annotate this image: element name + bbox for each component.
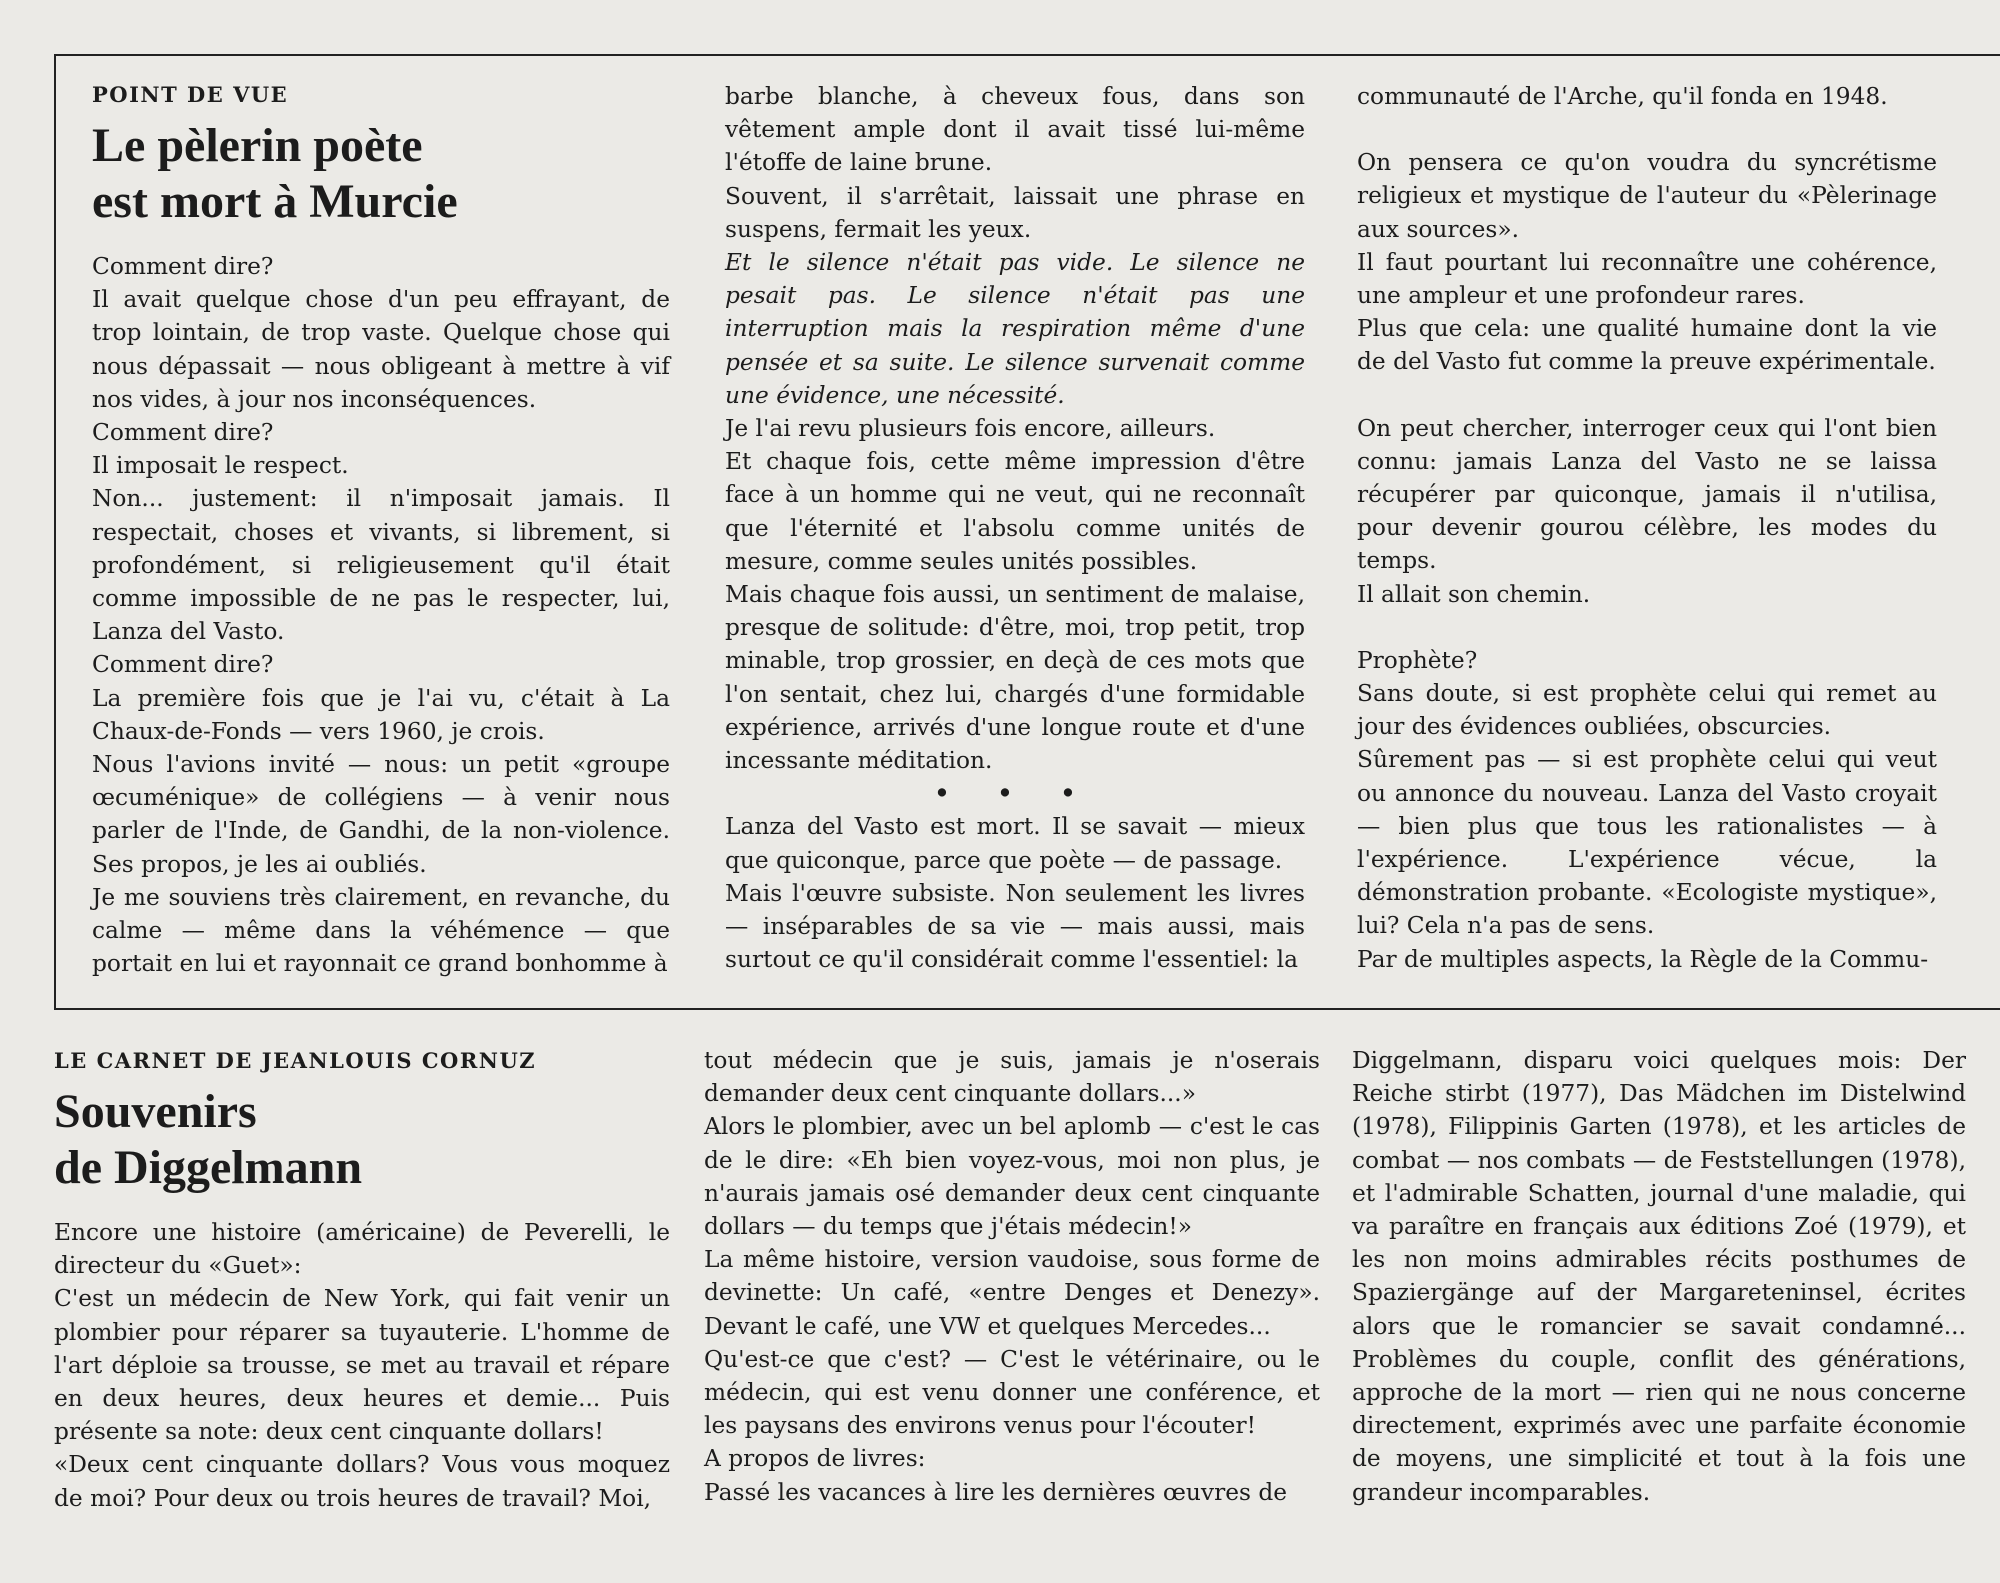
paragraph: Je me souviens très clairement, en revanche, du calme — même dans la véhémence — que portait en lui et rayonnait ce grand bonhomme à [92,883,670,978]
paragraph: Sûrement pas — si est prophète celui qui veut ou annonce du nouveau. Lanza del Vasto croyait — bien plus que tous les rationalistes — à l'expérience. L'expérience vécue, la démonstration probante. «Ecologiste mystique», lui? Cela n'a pas de sens. [1357,746,1937,940]
article2-kicker: LE CARNET DE JEANLOUIS CORNUZ [54,1048,537,1073]
paragraph: Encore une histoire (américaine) de Peverelli, le directeur du «Guet»: [54,1219,670,1280]
paragraph: Souvent, il s'arrêtait, laissait une phrase en suspens, fermait les yeux. [725,182,1305,243]
paragraph: Sans doute, si est prophète celui qui remet au jour des évidences oubliées, obscurcies. [1357,680,1937,741]
paragraph: tout médecin que je suis, jamais je n'oserais demander deux cent cinquante dollars...» [704,1047,1320,1108]
article1-column-3 [1357,80,1937,976]
paragraph: Qu'est-ce que c'est? — C'est le vétérinaire, ou le médecin, qui est venu donner une conférence, et les paysans des environs venus pour l'écouter! [704,1345,1320,1440]
paragraph: C'est un médecin de New York, qui fait venir un plombier pour réparer sa tuyauterie. L'homme de l'art déploie sa trousse, se met au travail et répare en deux heures, deux heures et demie... Puis présente sa note: deux cent cinquante dollars! [54,1285,670,1446]
paragraph: barbe blanche, à cheveux fous, dans son vêtement ample dont il avait tissé lui-même l'étoffe de laine brune. [725,83,1305,177]
paragraph: Lanza del Vasto est mort. Il se savait — mieux que quiconque, parce que poète — de passage. [725,813,1305,874]
article1-headline-line1: Le pèlerin poète [92,119,423,172]
paragraph: Il faut pourtant lui reconnaître une cohérence, une ampleur et une profondeur rares. [1357,248,1937,310]
paragraph: Mais l'œuvre subsiste. Non seulement les livres — inséparables de sa vie — mais aussi, mais surtout ce qu'il considérait comme l'essentiel: la [725,879,1305,974]
paragraph: Prophète? [1357,646,1478,674]
article2-headline [54,1084,670,1196]
paragraph-italic: Et le silence n'était pas vide. Le silence ne pesait pas. Le silence n'était pas une interruption mais la respiration même d'une pensée et sa suite. Le silence survenait comme une évidence, une nécessité. [725,249,1305,409]
article2-column-1 [54,1046,670,1515]
paragraph: Passé les vacances à lire les dernières œuvres de [704,1478,1288,1506]
paragraph: Il allait son chemin. [1357,580,1591,608]
paragraph: Plus que cela: une qualité humaine dont la vie de del Vasto fut comme la preuve expérimentale. [1357,315,1937,376]
paragraph: Comment dire? [92,419,274,447]
paragraph: La première fois que je l'ai vu, c'était à La Chaux-de-Fonds — vers 1960, je crois. [92,684,670,745]
paragraph: Nous l'avions invité — nous: un petit «groupe œcuménique» de collégiens — à venir nous parler de l'Inde, de Gandhi, de la non-violence. Ses propos, je les ai oubliés. [92,751,670,878]
article1-column-2 [725,80,1305,976]
paragraph: Comment dire? [92,651,274,679]
paragraph: A propos de livres: [704,1445,926,1473]
article2-headline-line2: de Diggelmann [54,1141,363,1194]
paragraph: On pensera ce qu'on voudra du syncrétisme religieux et mystique de l'auteur du «Pèlerinage aux sources». [1357,149,1937,243]
article1-headline [92,118,670,230]
paragraph: Je l'ai revu plusieurs fois encore, ailleurs. [725,415,1216,443]
paragraph: Comment dire? [92,253,274,280]
article2-headline-line1: Souvenirs [54,1085,257,1138]
paragraph: Il imposait le respect. [92,452,349,480]
paragraph: Mais chaque fois aussi, un sentiment de malaise, presque de solitude: d'être, moi, trop petit, trop minable, trop grossier, en deçà de ces mots que l'on sentait, chez lui, chargés d'une formidable expérience, arrivés d'une longue route et d'une incessante méditation. [725,581,1305,775]
paragraph: «Deux cent cinquante dollars? Vous vous moquez de moi? Pour deux ou trois heures de travail? Moi, [54,1451,670,1512]
article1-kicker: POINT DE VUE [92,82,289,107]
article1-headline-line2: est mort à Murcie [92,175,458,228]
paragraph: Diggelmann, disparu voici quelques mois: Der Reiche stirbt (1977), Das Mädchen im Distelwind (1978), Filippinis Garten (1978), et les articles de combat — nos combats — de Feststellungen (1978), et l'admirable Schatten, journal d'une maladie, qui va paraître en français aux éditions Zoé (1979), et les non moins admirables récits posthumes de Spaziergänge auf der Margareteninsel, écrites alors que le romancier se savait condamné... Problèmes du couple, conflit des générations, approche de la mort — rien qui ne nous concerne directement, exprimés avec une parfaite économie de moyens, une simplicité et tout à la fois une grandeur incomparables. [1352,1047,1966,1506]
paragraph: Non... justement: il n'imposait jamais. Il respectait, choses et vivants, si librement, si profondément, si religieusement qu'il était comme impossible de ne pas le respecter, lui, Lanza del Vasto. [92,485,670,646]
paragraph: Et chaque fois, cette même impression d'être face à un homme qui ne veut, qui ne reconnaît que l'éternité et l'absolu comme unités de mesure, comme seules unités possibles. [725,448,1305,575]
paragraph: Alors le plombier, avec un bel aplomb — c'est le cas de le dire: «Eh bien voyez-vous, moi non plus, je n'aurais jamais osé demander deux cent cinquante dollars — du temps que j'étais médecin!» [704,1113,1320,1241]
paragraph: Par de multiples aspects, la Règle de la Commu- [1357,945,1929,973]
article2-column-2 [704,1044,1320,1509]
paragraph: La même histoire, version vaudoise, sous forme de devinette: Un café, «entre Denges et Denezy». Devant le café, une VW et quelques Mercedes... [704,1246,1320,1340]
paragraph: On peut chercher, interroger ceux qui l'ont bien connu: jamais Lanza del Vasto ne se laissa récupérer par quiconque, jamais il n'utilisa, pour devenir gourou célèbre, les modes du temps. [1357,414,1937,575]
article1-column-1 [92,80,670,980]
section-separator: • • • [934,780,1096,808]
article2-column-3 [1352,1044,1966,1509]
paragraph: communauté de l'Arche, qu'il fonda en 1948. [1357,83,1888,110]
paragraph: Il avait quelque chose d'un peu effrayant, de trop lointain, de trop vaste. Quelque chose qui nous dépassait — nous obligeant à mettre à vif nos vides, à jour nos inconséquences. [92,286,670,413]
